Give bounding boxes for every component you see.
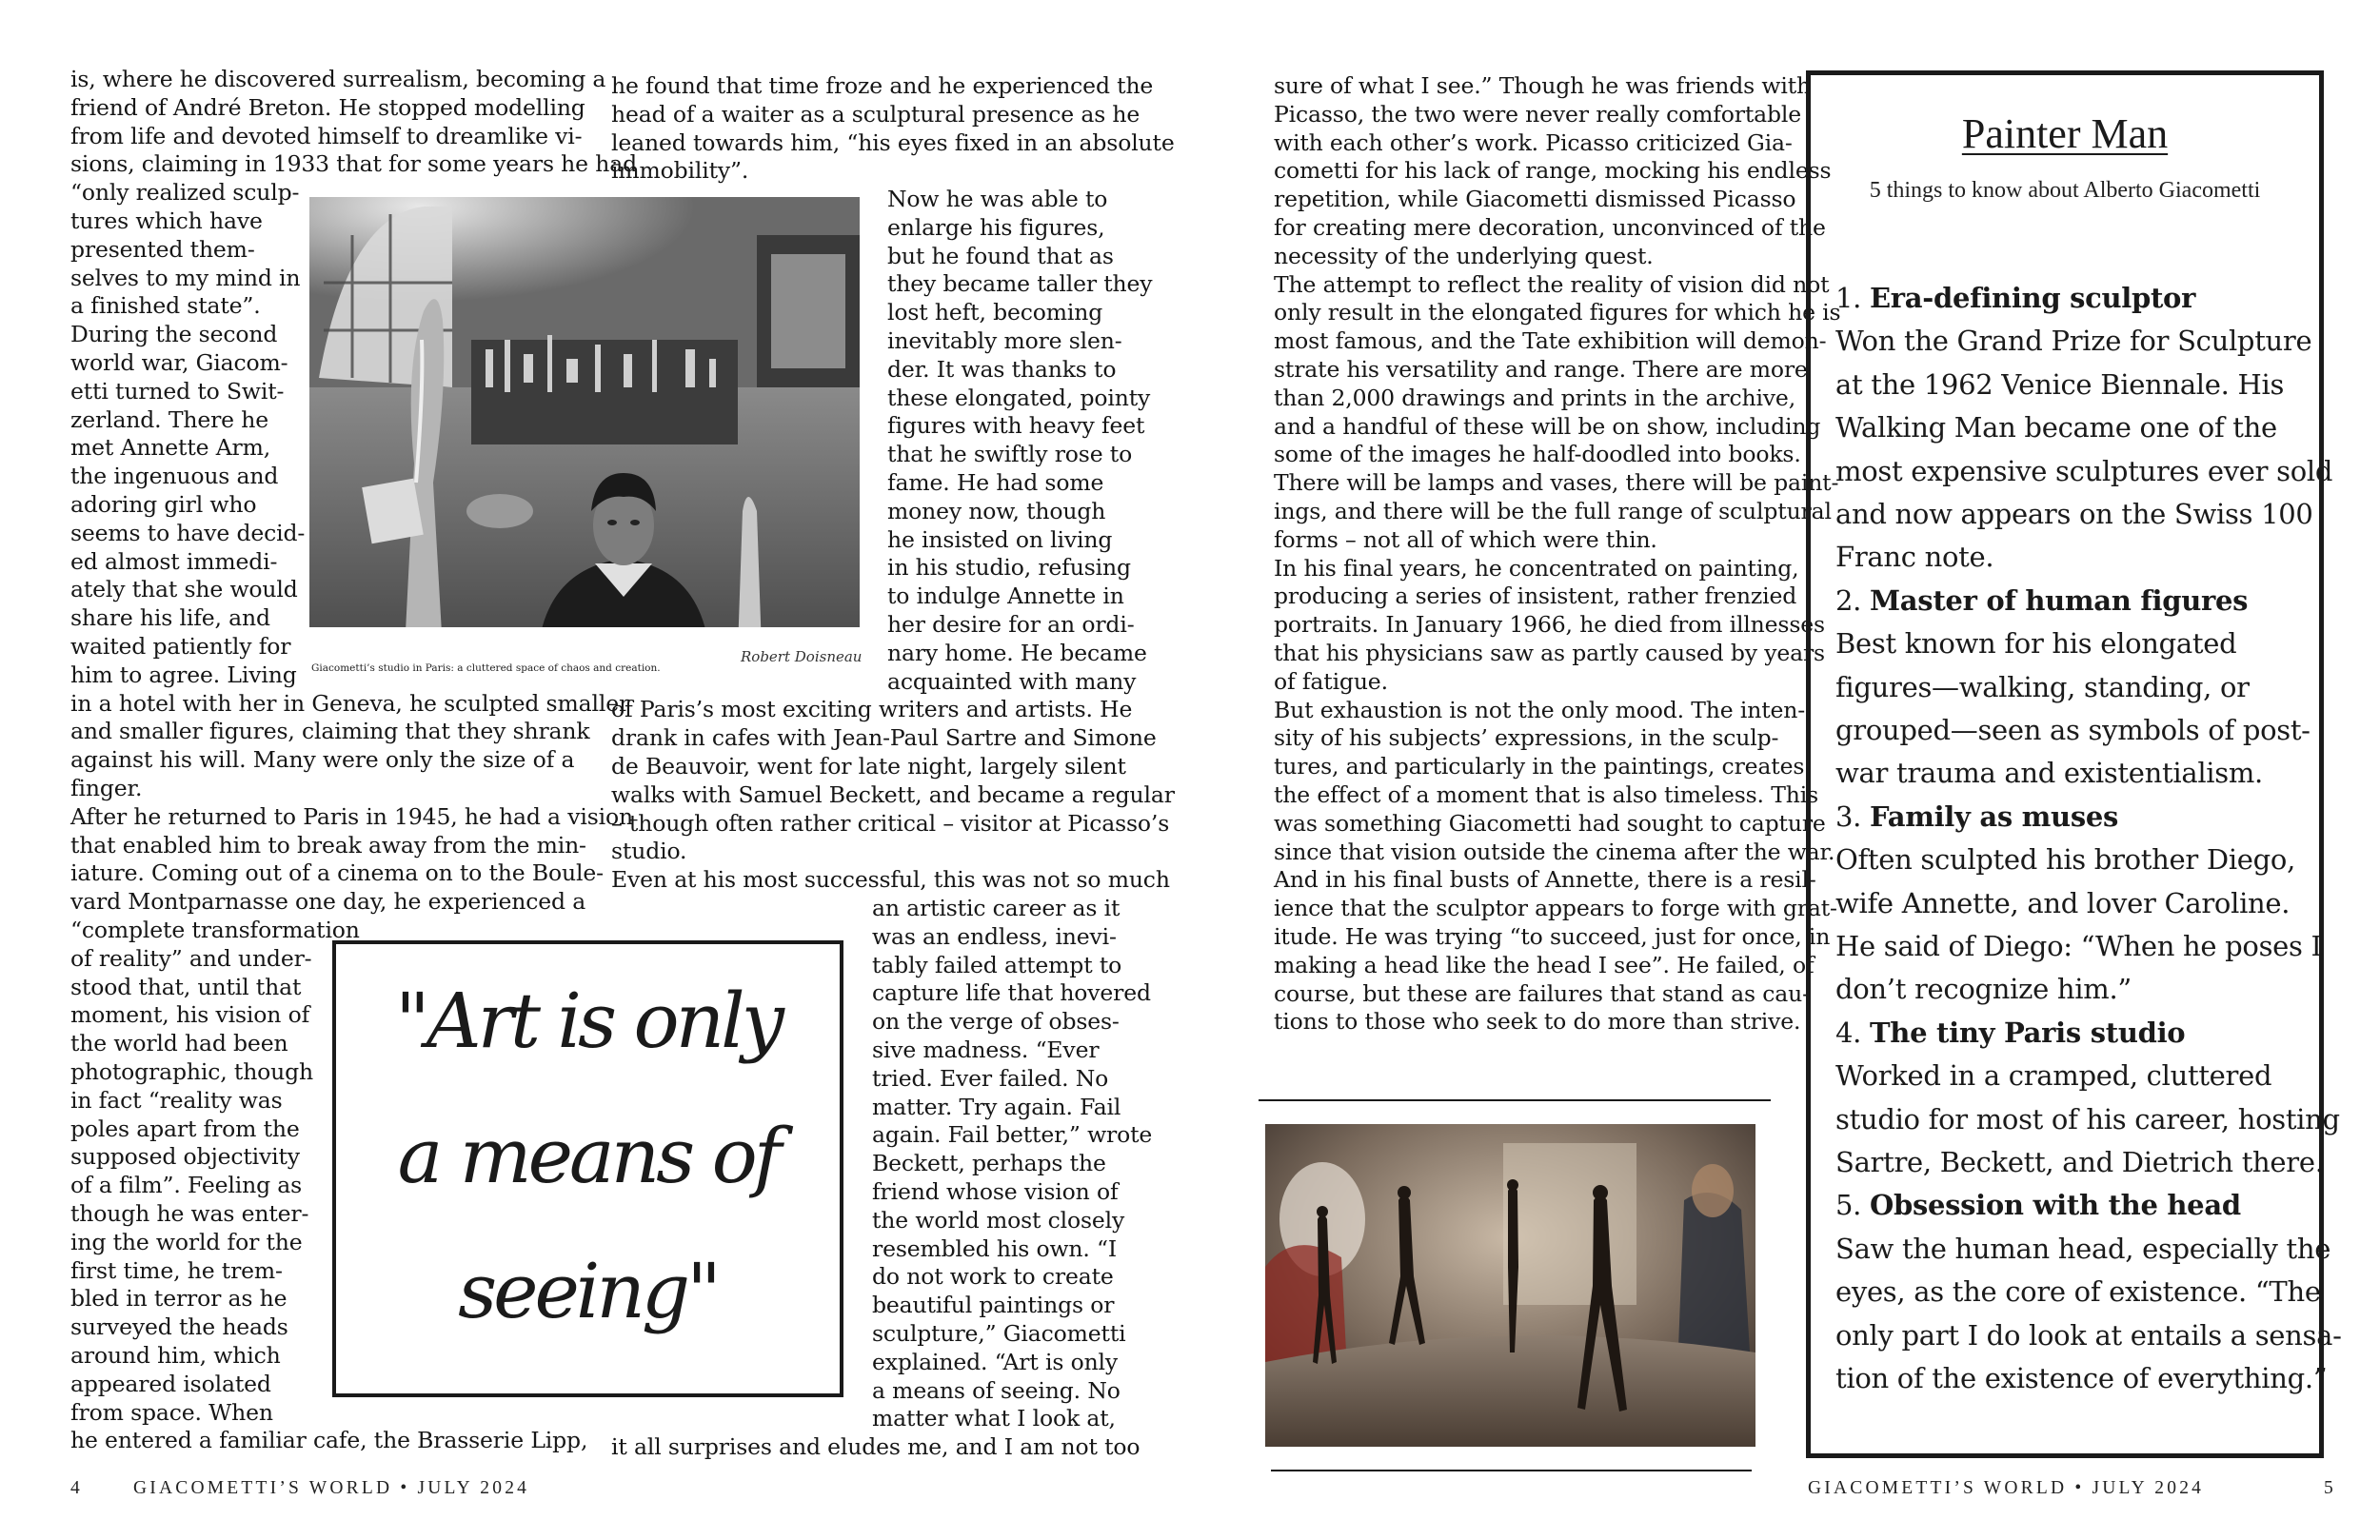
- body-text-line: ience that the sculptor appears to forge with grat-: [1274, 895, 1837, 922]
- body-text-line: figures with heavy feet: [887, 412, 1145, 440]
- body-text-line: nary home. He became: [887, 639, 1147, 666]
- body-text-line: money now, though: [887, 497, 1106, 524]
- page-number-left: 4: [70, 1478, 83, 1498]
- body-text-line: that enabled him to break away from the min-: [70, 831, 586, 859]
- body-text-line: of a film”. Feeling as: [70, 1172, 303, 1199]
- page-number-right: 5: [2324, 1478, 2336, 1498]
- body-text-line: him to agree. Living: [70, 661, 297, 688]
- sidebar-item-title: Family as muses: [1870, 800, 2119, 833]
- body-text-line: capture life that hovered: [872, 979, 1151, 1007]
- body-text-line: course, but these are failures that stand as cau-: [1274, 979, 1810, 1007]
- body-text-line: resembled his own. “I: [872, 1234, 1118, 1262]
- sidebar-item-title: Era-defining sculptor: [1870, 282, 2196, 314]
- sidebar-item-text: don’t recognize him.”: [1835, 973, 2132, 1006]
- body-text-line: “only realized sculp-: [70, 179, 300, 207]
- photo-caption-line: Giacometti’s studio in Paris: a cluttered space of chaos and creation.: [311, 662, 661, 674]
- body-text-line: iature. Coming out of a cinema on to the Boule-: [70, 859, 604, 887]
- body-text-line: sure of what I see.” Though he was friends with: [1274, 72, 1812, 99]
- body-text-line: than 2,000 drawings and prints in the archive,: [1274, 384, 1796, 411]
- body-text-line: in a hotel with her in Geneva, he sculpted smaller: [70, 689, 630, 717]
- body-text-line: bled in terror as he: [70, 1285, 288, 1313]
- body-text-line: – though often rather critical – visitor at Picasso’s: [611, 809, 1170, 837]
- body-text-line: friend of André Breton. He stopped modelling: [70, 93, 585, 121]
- body-text-line: tably failed attempt to: [872, 951, 1122, 978]
- sidebar-item-text: most expensive sculptures ever sold: [1835, 454, 2333, 487]
- body-text-line: sculpture,” Giacometti: [872, 1320, 1126, 1347]
- body-text-line: in his studio, refusing: [887, 554, 1131, 582]
- body-text-line: Beckett, perhaps the: [872, 1150, 1106, 1177]
- sidebar-item-text: at the 1962 Venice Biennale. His: [1835, 367, 2285, 401]
- sidebar-item-text: Won the Grand Prize for Sculpture: [1835, 325, 2312, 358]
- sidebar-item-title: Obsession with the head: [1870, 1189, 2241, 1222]
- body-text-line: he insisted on living: [887, 525, 1113, 553]
- body-text-line: but he found that as: [887, 242, 1114, 269]
- footer-title-right: GIACOMETTI’S WORLD • JULY 2024: [1808, 1478, 2205, 1498]
- body-text-line: ings, and there will be the full range of sculptural: [1274, 498, 1832, 524]
- body-text-line: repetition, while Giacometti dismissed Picasso: [1274, 186, 1796, 213]
- body-text-line: and a handful of these will be on show, including: [1274, 412, 1821, 440]
- body-text-line: though he was enter-: [70, 1200, 309, 1227]
- sculpture-photo-image: [1265, 1124, 1755, 1447]
- body-text-line: de Beauvoir, went for late night, largely silent: [611, 753, 1126, 780]
- body-text-line: inevitably more slen-: [887, 327, 1122, 354]
- sculpture-photo: [1265, 1124, 1755, 1447]
- body-text-line: sity of his subjects’ expressions, in the sculp-: [1274, 724, 1779, 752]
- body-text-line: acquainted with many: [887, 667, 1137, 695]
- body-text-line: surveyed the heads: [70, 1313, 288, 1341]
- sidebar-item-heading: [1835, 282, 2195, 314]
- sidebar-item-text: figures—walking, standing, or: [1835, 670, 2250, 703]
- body-text-line: leaned towards him, “his eyes fixed in an absolute: [611, 128, 1175, 156]
- body-text-line: “complete transformation: [70, 917, 360, 943]
- body-text-line: from space. When: [70, 1398, 273, 1426]
- sidebar-item-number: 2.: [1835, 583, 1870, 617]
- body-text-line: the world had been: [70, 1030, 288, 1057]
- body-text-line: itude. He was trying “to succeed, just for once, in: [1274, 923, 1831, 950]
- body-text-line: with each other’s work. Picasso criticized Gia-: [1274, 128, 1793, 156]
- body-text-line: der. It was thanks to: [887, 355, 1117, 383]
- body-text-line: finger.: [70, 775, 143, 801]
- body-text-line: matter what I look at,: [872, 1405, 1116, 1432]
- body-text-line: world war, Giacom-: [70, 349, 288, 376]
- body-text-line: her desire for an ordi-: [887, 611, 1135, 638]
- body-text-line: from life and devoted himself to dreamlike vi-: [70, 122, 583, 149]
- body-text-line: Now he was able to: [887, 186, 1108, 212]
- sidebar-item-title: Master of human figures: [1870, 583, 2249, 617]
- sidebar-item-number: 1.: [1835, 282, 1870, 314]
- body-text-line: around him, which: [70, 1342, 281, 1369]
- body-text-line: in fact “reality was: [70, 1086, 283, 1114]
- body-text-line: beautiful paintings or: [872, 1292, 1115, 1319]
- body-text-line: head of a waiter as a sculptural presence as he: [611, 100, 1140, 128]
- body-text-line: supposed objectivity: [70, 1143, 300, 1171]
- footer-title-left: GIACOMETTI’S WORLD • JULY 2024: [133, 1478, 530, 1498]
- body-text-line: that his physicians saw as partly caused by years: [1274, 640, 1825, 666]
- sidebar-item-heading: [1835, 800, 2118, 833]
- sidebar-item-text: and now appears on the Swiss 100: [1835, 498, 2313, 530]
- body-text-line: was an endless, inevi-: [872, 922, 1117, 950]
- body-text-line: met Annette Arm,: [70, 434, 271, 462]
- body-text-line: sions, claiming in 1933 that for some years he had: [70, 150, 637, 178]
- body-text-line: fame. He had some: [887, 469, 1104, 496]
- body-text-line: adoring girl who: [70, 491, 257, 518]
- body-text-line: making a head like the head I see”. He failed, of: [1274, 951, 1815, 978]
- body-text-line: and smaller figures, claiming that they shrank: [70, 718, 590, 745]
- body-text-line: zerland. There he: [70, 405, 268, 433]
- body-text-line: sive madness. “Ever: [872, 1037, 1100, 1063]
- body-text-line: poles apart from the: [70, 1115, 300, 1142]
- studio-photo: [309, 197, 860, 650]
- body-text-line: After he returned to Paris in 1945, he had a vision: [70, 802, 633, 830]
- body-text-line: lost heft, becoming: [887, 299, 1103, 326]
- sidebar-item-text: Walking Man became one of the: [1835, 411, 2277, 444]
- body-text-line: the world most closely: [872, 1206, 1125, 1234]
- sidebar-item-text: only part I do look at entails a sensa-: [1835, 1318, 2342, 1352]
- body-text-line: again. Fail better,” wrote: [872, 1121, 1153, 1149]
- body-text-line: only result in the elongated figures for which he is: [1274, 299, 1841, 326]
- sidebar-item-title: The tiny Paris studio: [1870, 1016, 2186, 1049]
- sidebar-item-text: He said of Diego: “When he poses I: [1835, 930, 2322, 962]
- sidebar-item-text: grouped—seen as symbols of post-: [1835, 714, 2311, 746]
- body-text-line: a finished state”.: [70, 292, 261, 320]
- body-text-line: matter. Try again. Fail: [872, 1093, 1121, 1120]
- body-text-line: most famous, and the Tate exhibition will demon-: [1274, 327, 1827, 355]
- sidebar-item-text: wife Annette, and lover Caroline.: [1835, 886, 2291, 919]
- body-text-line: tures which have: [70, 207, 263, 234]
- body-text-line: In his final years, he concentrated on painting,: [1274, 554, 1799, 582]
- sidebar-item-number: 5.: [1835, 1189, 1870, 1222]
- sidebar-title: Painter Man: [1961, 110, 2169, 157]
- body-text-line: necessity of the underlying quest.: [1274, 242, 1654, 269]
- sidebar-item-text: eyes, as the core of existence. “The: [1835, 1275, 2321, 1309]
- sidebar-item-text: Franc note.: [1835, 541, 1994, 574]
- body-text-line: explained. “Art is only: [872, 1348, 1119, 1375]
- sidebar-item-text: Saw the human head, especially the: [1835, 1232, 2331, 1265]
- sidebar-item-text: studio for most of his career, hosting: [1835, 1102, 2340, 1135]
- body-text-line: There will be lamps and vases, there will be paint-: [1274, 469, 1839, 497]
- body-text-line: was something Giacometti had sought to capture: [1274, 809, 1826, 837]
- body-text-line: a means of seeing. No: [872, 1376, 1121, 1404]
- pull-quote-line: a means of: [397, 1112, 779, 1200]
- body-text-line: friend whose vision of: [872, 1178, 1119, 1205]
- body-text-line: is, where he discovered surrealism, becoming a: [70, 66, 606, 92]
- body-text-line: tures, and particularly in the paintings, creates: [1274, 753, 1805, 780]
- body-text-line: presented them-: [70, 235, 255, 263]
- body-text-line: share his life, and: [70, 604, 270, 632]
- body-text-line: ing the world for the: [70, 1228, 303, 1255]
- sidebar-item-heading: [1835, 1017, 2185, 1049]
- studio-photo-image: [309, 197, 860, 650]
- sidebar-item-text: war trauma and existentialism.: [1835, 757, 2263, 790]
- body-text-line: an artistic career as it: [872, 895, 1121, 921]
- body-text-line: appeared isolated: [70, 1370, 271, 1397]
- pull-quote-line: "Art is only: [395, 977, 781, 1065]
- body-text-line: During the second: [70, 321, 278, 348]
- sidebar-item-heading: [1835, 1189, 2241, 1221]
- pull-quote-line: seeing": [458, 1247, 718, 1335]
- sidebar-item-heading: [1835, 584, 2248, 617]
- body-text-line: seems to have decid-: [70, 519, 306, 546]
- body-text-line: they became taller they: [887, 270, 1153, 298]
- sidebar-item-text: Often sculpted his brother Diego,: [1835, 843, 2296, 877]
- body-text-line: since that vision outside the cinema after the war.: [1274, 838, 1835, 865]
- body-text-line: tions to those who seek to do more than strive.: [1274, 1008, 1801, 1036]
- body-text-line: of fatigue.: [1274, 667, 1388, 695]
- body-text-line: producing a series of insistent, rather frenzied: [1274, 582, 1797, 610]
- sidebar-item-text: Best known for his elongated: [1835, 627, 2237, 661]
- body-text-line: the ingenuous and: [70, 463, 279, 490]
- body-text-line: portraits. In January 1966, he died from illnesses: [1274, 611, 1825, 639]
- body-text-line: etti turned to Swit-: [70, 377, 285, 405]
- body-text-line: But exhaustion is not the only mood. The inten-: [1274, 696, 1806, 723]
- body-text-line: cometti for his lack of range, mocking his endless: [1274, 157, 1832, 185]
- body-text-line: the effect of a moment that is also timeless. This: [1274, 781, 1818, 808]
- sidebar-item-number: 4.: [1835, 1016, 1870, 1049]
- body-text-line: Even at his most successful, this was not so much: [611, 866, 1170, 894]
- body-text-line: drank in cafes with Jean-Paul Sartre and Simone: [611, 724, 1157, 752]
- body-text-line: And in his final busts of Annette, there is a resil-: [1274, 866, 1816, 894]
- body-text-line: ately that she would: [70, 576, 298, 603]
- body-text-line: he found that time froze and he experienced the: [611, 72, 1154, 99]
- body-text-line: vard Montparnasse one day, he experienced a: [70, 888, 586, 916]
- body-text-line: these elongated, pointy: [887, 384, 1151, 411]
- body-text-line: of reality” and under-: [70, 944, 312, 972]
- photo-top-rule: [1259, 1099, 1771, 1101]
- body-text-line: photographic, though: [70, 1058, 314, 1085]
- body-text-line: it all surprises and eludes me, and I am not too: [611, 1433, 1140, 1461]
- body-text-line: tried. Ever failed. No: [872, 1064, 1109, 1092]
- body-text-line: on the verge of obses-: [872, 1008, 1120, 1036]
- body-text-line: immobility”.: [611, 157, 749, 185]
- body-text-line: against his will. Many were only the size of a: [70, 746, 575, 774]
- body-text-line: moment, his vision of: [70, 1001, 310, 1029]
- body-text-line: some of the images he half-doodled into books.: [1274, 441, 1801, 468]
- body-text-line: walks with Samuel Beckett, and became a regular: [611, 780, 1175, 808]
- sidebar-subtitle: 5 things to know about Alberto Giacometti: [1869, 178, 2261, 203]
- body-text-line: waited patiently for: [70, 633, 291, 660]
- body-text-line: for creating mere decoration, unconvinced of the: [1274, 214, 1826, 241]
- photo-bottom-rule: [1271, 1470, 1752, 1471]
- photographer-signature: Robert Doisneau: [741, 648, 863, 665]
- sidebar-item-text: tion of the existence of everything.”: [1835, 1362, 2328, 1394]
- sidebar-item-text: Worked in a cramped, cluttered: [1835, 1059, 2272, 1093]
- body-text-line: The attempt to reflect the reality of vision did not: [1274, 270, 1830, 298]
- body-text-line: he entered a familiar cafe, the Brasserie Lipp,: [70, 1427, 588, 1454]
- body-text-line: stood that, until that: [70, 973, 302, 1000]
- body-text-line: do not work to create: [872, 1263, 1114, 1291]
- body-text-line: of Paris’s most exciting writers and artists. He: [611, 696, 1133, 723]
- body-text-line: selves to my mind in: [70, 264, 301, 291]
- sidebar-box: [1806, 70, 2342, 1458]
- body-text-line: studio.: [611, 838, 687, 865]
- body-text-line: forms – not all of which were thin.: [1274, 525, 1657, 553]
- body-text-line: ed almost immedi-: [70, 547, 278, 575]
- body-text-line: Picasso, the two were never really comfortable: [1274, 100, 1802, 128]
- body-text-line: strate his versatility and range. There are more: [1274, 356, 1808, 383]
- body-text-line: first time, he trem-: [70, 1256, 283, 1284]
- pull-quote-box: [332, 940, 843, 1397]
- sidebar-item-number: 3.: [1835, 800, 1870, 833]
- body-text-line: enlarge his figures,: [887, 213, 1105, 241]
- body-text-line: that he swiftly rose to: [887, 441, 1133, 468]
- body-text-line: to indulge Annette in: [887, 582, 1124, 610]
- sidebar-item-text: Sartre, Beckett, and Dietrich there.: [1835, 1146, 2324, 1178]
